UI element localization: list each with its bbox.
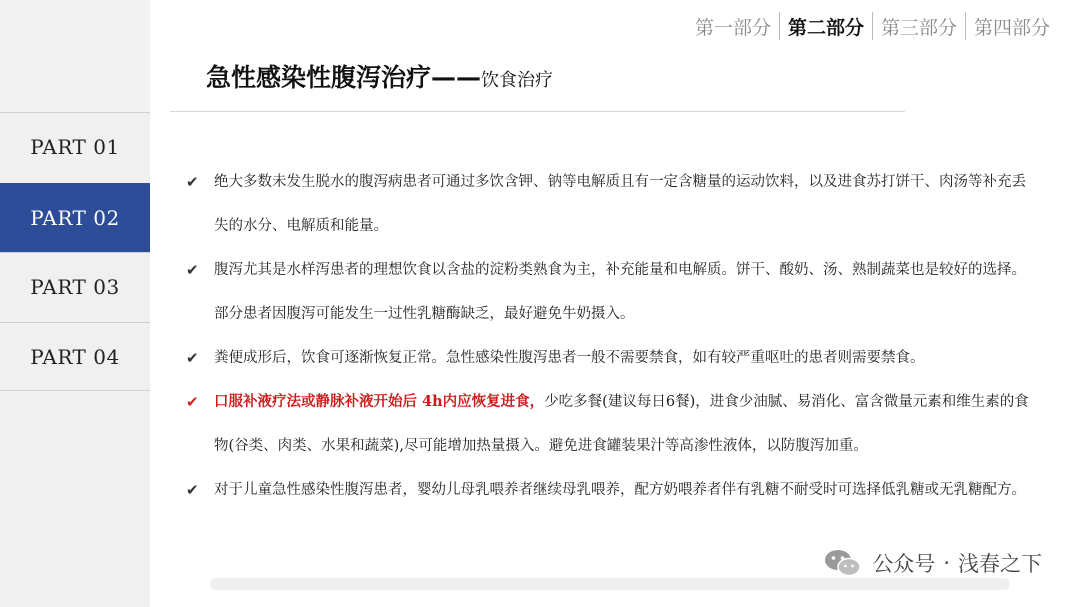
sidebar-item-part-02[interactable] bbox=[0, 183, 150, 252]
content-list bbox=[186, 160, 1036, 512]
highlight-text: 口服补液疗法或静脉补液开始后 4h内应恢复进食， bbox=[214, 393, 545, 410]
nav-part-one[interactable]: 第一部分 bbox=[694, 16, 771, 39]
checkmark-icon: ✔ bbox=[186, 261, 199, 279]
checkmark-icon: ✔ bbox=[186, 349, 199, 367]
checkmark-icon: ✔ bbox=[186, 393, 199, 411]
sidebar-item-part-01[interactable] bbox=[0, 112, 150, 181]
title-divider bbox=[170, 111, 905, 112]
footer-watermark bbox=[824, 548, 1042, 578]
page-title-main: 急性感染性腹泻治疗—— bbox=[206, 63, 482, 92]
footer-label: 公众号 bbox=[872, 552, 936, 576]
section-nav bbox=[687, 8, 1058, 44]
list-item bbox=[186, 336, 1036, 380]
sidebar bbox=[0, 0, 150, 607]
list-item-highlighted bbox=[186, 380, 1036, 468]
sidebar-item-label: PART 03 bbox=[30, 275, 120, 299]
list-item-text: 绝大多数未发生脱水的腹泻病患者可通过多饮含钾、钠等电解质且有一定含糖量的运动饮料，以及进食苏打饼干、肉汤等补充丢失的水分、电解质和能量。 bbox=[214, 174, 1026, 234]
sidebar-item-part-04[interactable] bbox=[0, 322, 150, 391]
list-item bbox=[186, 468, 1036, 512]
list-item-text: 粪便成形后，饮食可逐渐恢复正常。急性感染性腹泻患者一般不需要禁食，如有较严重呕吐的患者则需要禁食。 bbox=[214, 350, 925, 366]
sidebar-item-label: PART 01 bbox=[30, 135, 120, 159]
checkmark-icon: ✔ bbox=[186, 173, 199, 191]
sidebar-item-label: PART 04 bbox=[30, 344, 120, 369]
footer-dot: · bbox=[943, 551, 950, 575]
footer-account-name: 浅春之下 bbox=[958, 552, 1042, 576]
page-title bbox=[206, 58, 553, 94]
page-title-sub: 饮食治疗 bbox=[481, 70, 554, 91]
list-item bbox=[186, 248, 1036, 336]
checkmark-icon: ✔ bbox=[186, 481, 199, 499]
list-item-text: 腹泻尤其是水样泻患者的理想饮食以含盐的淀粉类熟食为主，补充能量和电解质。饼干、酸奶、汤、熟制蔬菜也是较好的选择。部分患者因腹泻可能发生一过性乳糖酶缺乏，最好避免牛奶摄入。 bbox=[214, 262, 1026, 322]
nav-part-four[interactable]: 第四部分 bbox=[973, 16, 1050, 39]
bottom-shadow bbox=[210, 578, 1010, 590]
list-item-text: 对于儿童急性感染性腹泻患者，婴幼儿母乳喂养者继续母乳喂养，配方奶喂养者伴有乳糖不耐受时可选择低乳糖或无乳糖配方。 bbox=[214, 482, 1026, 498]
nav-part-three[interactable]: 第三部分 bbox=[880, 16, 957, 39]
sidebar-item-label: PART 02 bbox=[30, 205, 120, 230]
nav-part-two[interactable]: 第二部分 bbox=[787, 16, 864, 39]
list-item-text: 少吃多餐(建议每日6餐)，进食少油腻、易消化、富含微量元素和维生素的食物(谷类、肉类、水果和蔬菜),尽可能增加热量摄入。避免进食罐装果汁等高渗性液体，以防腹泻加重。 bbox=[214, 394, 1029, 454]
sidebar-header bbox=[0, 0, 150, 112]
list-item bbox=[186, 160, 1036, 248]
wechat-icon bbox=[824, 548, 862, 578]
sidebar-item-part-03[interactable] bbox=[0, 252, 150, 321]
list-item-text-wrap bbox=[214, 380, 1036, 468]
